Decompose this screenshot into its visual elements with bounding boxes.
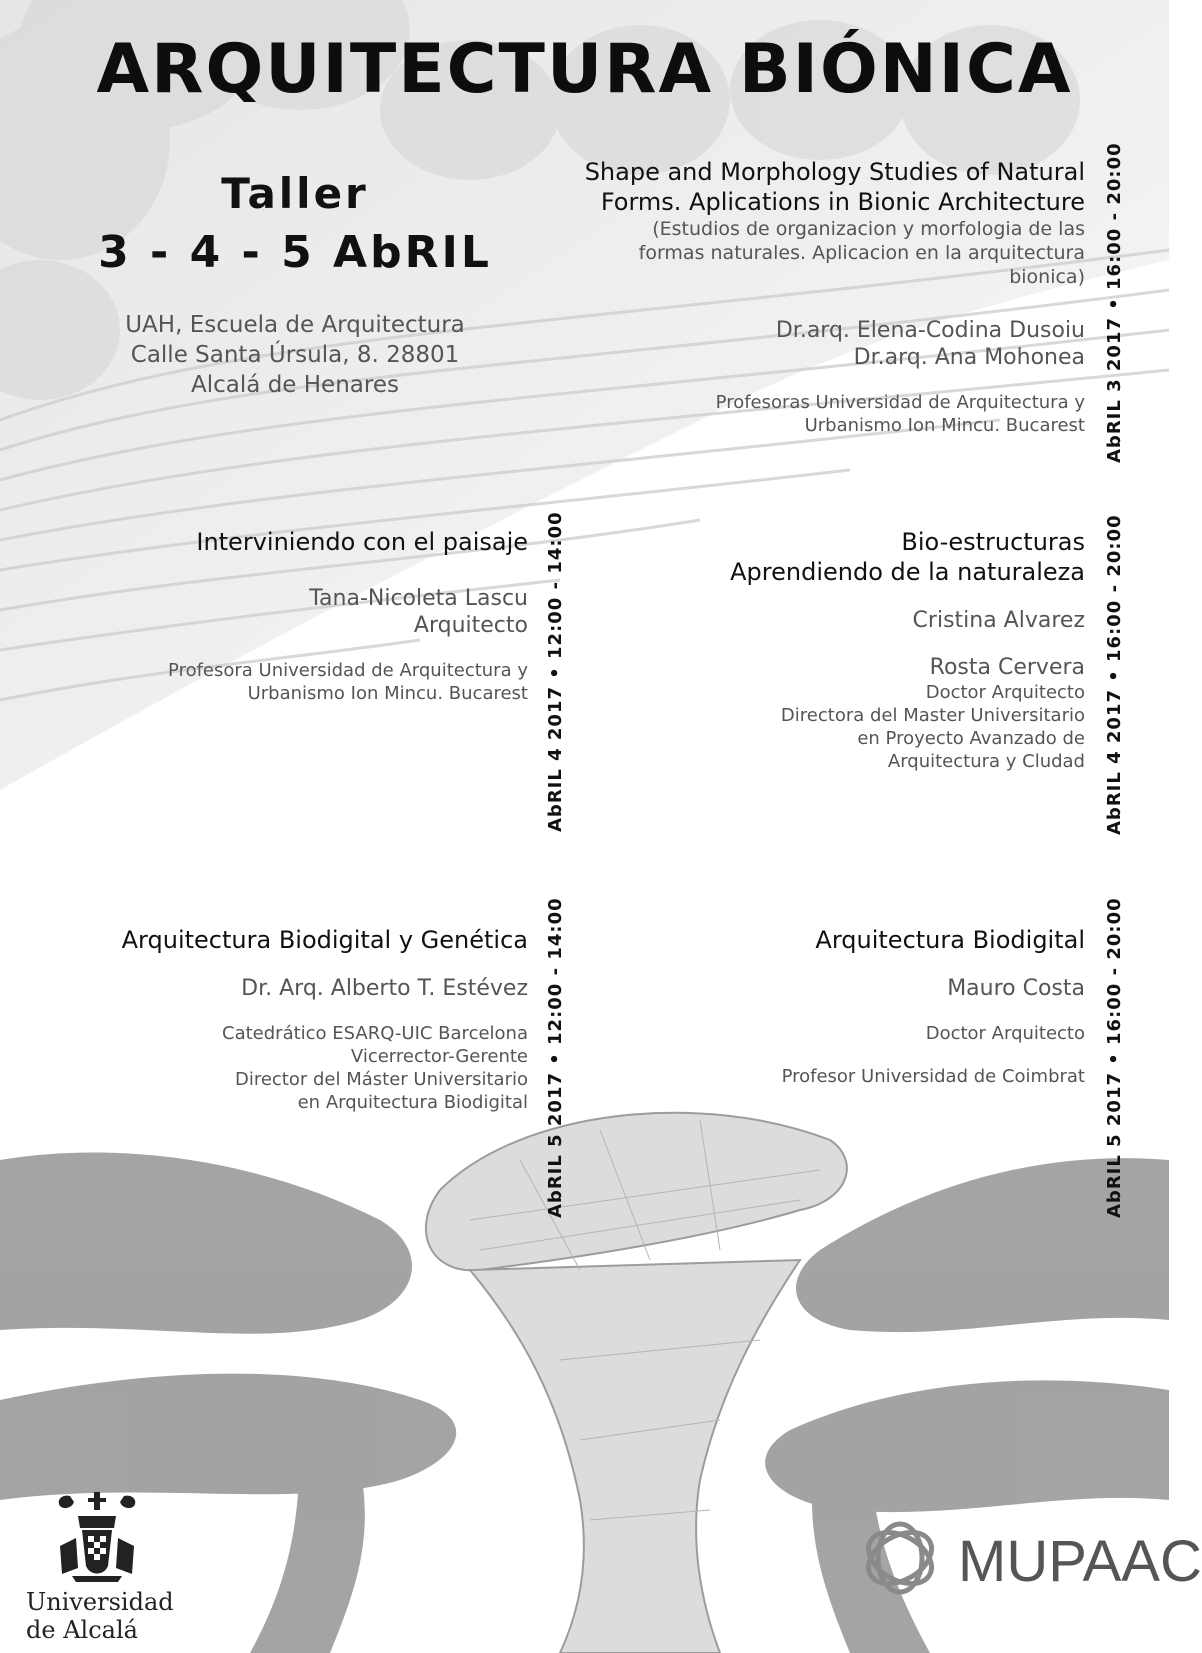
session-biodigital [645, 925, 1085, 1088]
venue-line-3: Alcalá de Henares [191, 372, 399, 398]
venue-address [60, 310, 530, 400]
session-4-speaker: Dr. Arq. Alberto T. Estévez [241, 976, 528, 1001]
session-1-date: AbRIL 3 2017 • 16:00 - 20:00 [1104, 142, 1125, 463]
session-2-speaker-role: Arquitecto [413, 613, 528, 638]
session-2-speaker: Tana-Nicoleta Lascu [309, 586, 528, 611]
session-1-title-line-2: Forms. Aplications in Bionic Architecture [600, 188, 1085, 216]
session-1-title-line-1: Shape and Morphology Studies of Natural [584, 158, 1085, 186]
session-4-role-line-2: Vicerrector-Gerente [350, 1046, 528, 1067]
session-4-date: AbRIL 5 2017 • 12:00 - 14:00 [545, 897, 566, 1218]
taller-block [60, 168, 530, 286]
mupaac-wordmark: MUPAAC [958, 1529, 1202, 1594]
poster-title: ARQUITECTURA BIÓNICA [96, 30, 1073, 109]
session-5-speaker: Mauro Costa [947, 976, 1085, 1001]
session-5-date: AbRIL 5 2017 • 16:00 - 20:00 [1104, 897, 1125, 1218]
session-1-speaker-2: Dr.arq. Ana Mohonea [853, 345, 1085, 370]
universidad-alcala-logo [22, 1488, 172, 1644]
venue-line-2: Calle Santa Úrsula, 8. 28801 [130, 342, 460, 368]
session-3-role-line-3: en Proyecto Avanzado de [857, 728, 1085, 749]
venue-line-1: UAH, Escuela de Arquitectura [125, 312, 465, 338]
session-3-role-line-4: Arquitectura y Cludad [887, 751, 1085, 772]
session-2-affiliation-line-1: Profesora Universidad de Arquitectura y [168, 660, 528, 681]
session-bio-estructuras [645, 527, 1085, 773]
session-3-title-line-2: Aprendiendo de la naturaleza [730, 558, 1085, 586]
session-3-title-line-1: Bio-estructuras [901, 528, 1085, 556]
session-5-affiliation: Profesor Universidad de Coimbrat [781, 1066, 1085, 1087]
session-2-title: Interviniendo con el paisaje [196, 528, 528, 556]
mupaac-logo [858, 1508, 1202, 1608]
session-2-affiliation-line-2: Urbanismo Ion Mincu. Bucarest [247, 683, 528, 704]
session-4-role-line-4: en Arquitectura Biodigital [297, 1092, 528, 1113]
taller-label: Taller [221, 169, 369, 218]
session-1-subtitle-line-2: formas naturales. Aplicacion en la arquitectura [638, 242, 1085, 264]
university-crest-icon [52, 1488, 142, 1584]
session-4-role-line-1: Catedrático ESARQ-UIC Barcelona [222, 1023, 528, 1044]
session-3-role-line-2: Directora del Master Universitario [780, 705, 1085, 726]
session-3-speaker-2: Rosta Cervera [929, 655, 1085, 680]
university-name-line-1: Universidad [26, 1588, 174, 1616]
session-1-subtitle-line-3: bionica) [1009, 266, 1085, 288]
session-paisaje [90, 527, 528, 705]
session-5-title: Arquitectura Biodigital [815, 926, 1085, 954]
session-1-affiliation-line-1: Profesoras Universidad de Arquitectura y [715, 392, 1085, 413]
session-3-role-line-1: Doctor Arquitecto [925, 682, 1085, 703]
taller-dates: 3 - 4 - 5 AbRIL [98, 227, 492, 278]
session-4-title: Arquitectura Biodigital y Genética [121, 926, 528, 954]
session-1-subtitle-line-1: (Estudios de organizacion y morfologia de las [652, 218, 1085, 240]
mupaac-knot-icon [858, 1516, 942, 1600]
session-5-role: Doctor Arquitecto [925, 1023, 1085, 1044]
university-name-line-2: de Alcalá [26, 1616, 138, 1644]
session-3-date: AbRIL 4 2017 • 16:00 - 20:00 [1104, 514, 1125, 835]
session-4-role-line-3: Director del Máster Universitario [234, 1069, 528, 1090]
session-biodigital-genetica [70, 925, 528, 1114]
session-1-affiliation-line-2: Urbanismo Ion Mincu. Bucarest [804, 415, 1085, 436]
session-bionic-morphology [545, 157, 1085, 437]
session-2-date: AbRIL 4 2017 • 12:00 - 14:00 [545, 511, 566, 832]
session-3-speaker-1: Cristina Alvarez [912, 608, 1085, 633]
session-1-speaker-1: Dr.arq. Elena-Codina Dusoiu [775, 318, 1085, 343]
